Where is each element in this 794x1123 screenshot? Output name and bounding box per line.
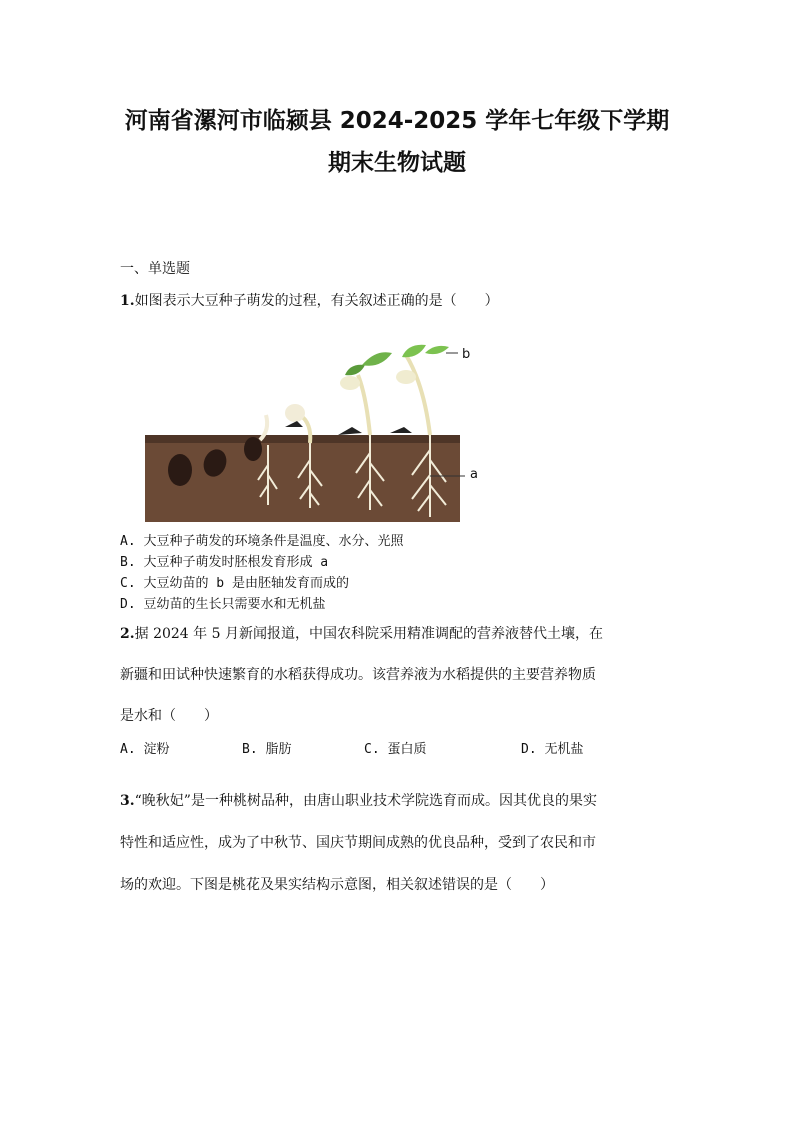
seed-1: [168, 454, 192, 486]
question-3-line-2: 特性和适应性，成为了中秋节、国庆节期间成熟的优良品种，受到了农民和市: [120, 835, 596, 851]
question-text: 如图表示大豆种子萌发的过程，有关叙述正确的是（ ）: [134, 293, 499, 309]
leaf: [362, 352, 392, 366]
q1-option-b: B. 大豆种子萌发时胚根发育形成 a: [120, 555, 329, 570]
soybean-germination-figure: [140, 335, 470, 525]
page-title: [0, 100, 794, 184]
question-2-line-3: 是水和（ ）: [120, 708, 218, 724]
cotyledon: [285, 404, 305, 422]
title-line-1: 河南省漯河市临颍县 2024-2025 学年七年级下学期: [124, 108, 670, 134]
q1-option-a: A. 大豆种子萌发的环境条件是温度、水分、光照: [120, 534, 404, 549]
q1-option-c: C. 大豆幼苗的 b 是由胚轴发育而成的: [120, 576, 349, 591]
leaf-b: [425, 346, 449, 354]
question-3-line-3: 场的欢迎。下图是桃花及果实结构示意图，相关叙述错误的是（ ）: [120, 877, 554, 893]
q1-option-d: D. 豆幼苗的生长只需要水和无机盐: [120, 597, 326, 612]
question-number: 1.: [120, 293, 135, 309]
question-number: 2.: [120, 626, 135, 642]
title-line-2: 期末生物试题: [328, 150, 466, 176]
q2-option-a: A. 淀粉: [120, 742, 170, 757]
leaf: [345, 365, 365, 376]
q2-option-d: D. 无机盐: [521, 742, 584, 757]
q2-option-b: B. 脂肪: [242, 742, 292, 757]
question-1-stem: [120, 290, 499, 310]
section-heading: 一、单选题: [120, 261, 190, 277]
question-number: 3.: [120, 793, 135, 809]
question-2-line-1: [120, 623, 603, 643]
question-text: “晚秋妃”是一种桃树品种，由唐山职业技术学院选育而成。因其优良的果实: [134, 793, 597, 809]
soil: [145, 435, 460, 522]
seed-3: [244, 437, 262, 461]
question-3-line-1: [120, 790, 597, 810]
label-b: b: [462, 347, 470, 362]
label-a: a: [470, 467, 478, 482]
leaf: [402, 345, 426, 358]
question-2-line-2: 新疆和田试种快速繁育的水稻获得成功。该营养液为水稻提供的主要营养物质: [120, 667, 596, 683]
question-text: 据 2024 年 5 月新闻报道，中国农科院采用精准调配的营养液替代土壤，在: [134, 626, 603, 642]
q2-option-c: C. 蛋白质: [364, 742, 427, 757]
